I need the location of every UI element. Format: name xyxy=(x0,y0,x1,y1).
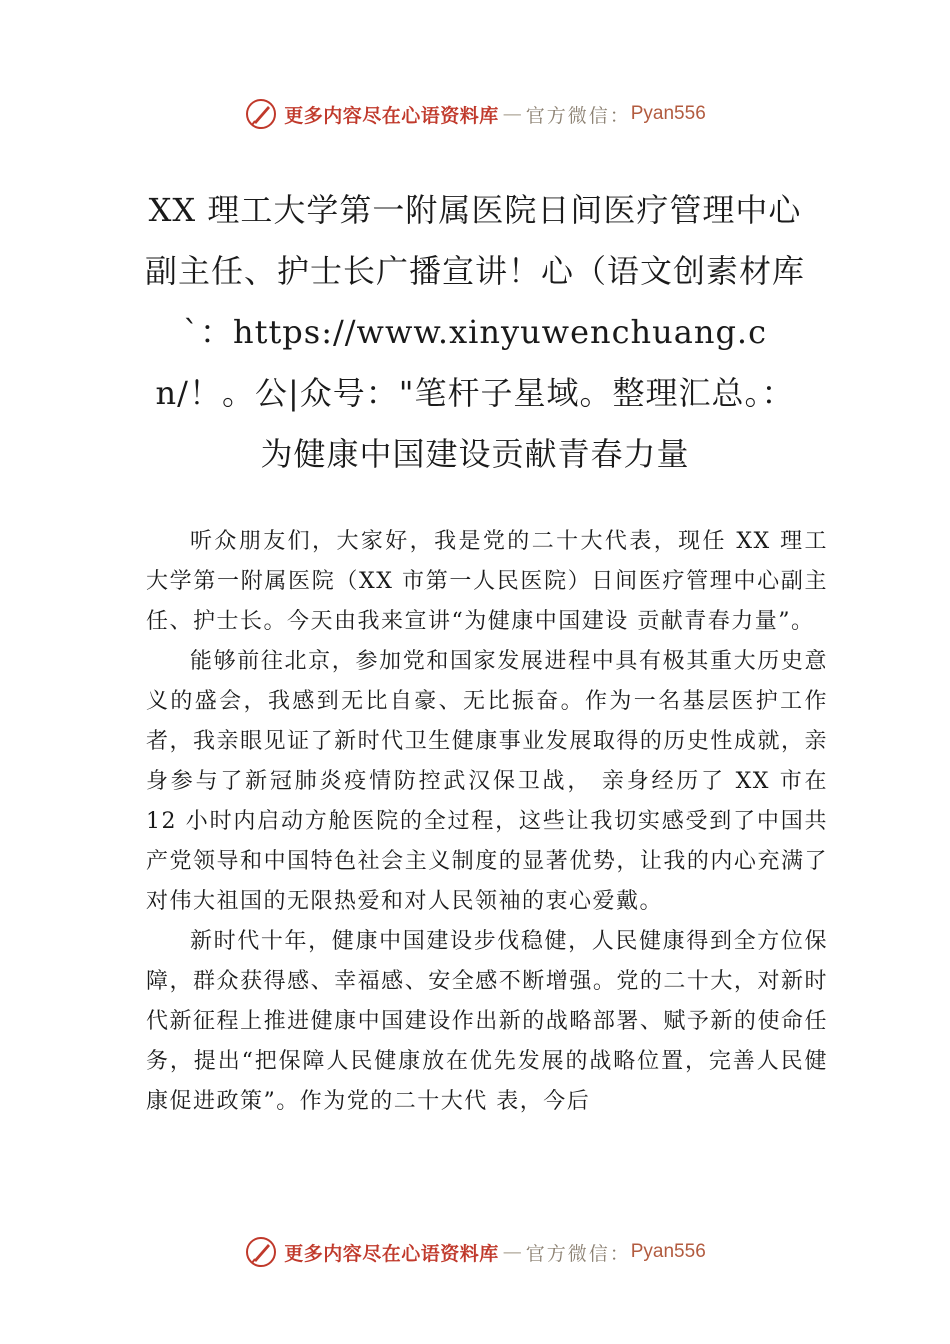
banner-text: 更多内容尽在心语资料库 xyxy=(284,104,499,127)
document-title: XX 理工大学第一附属医院日间医疗管理中心副主任、护士长广播宣讲！心（语文创素材库`：https://www.xinyuwenchuang.cn/！。公|众号："笔杆子星域。整理汇总。：为健康中国建设贡献青春力量 xyxy=(144,191,805,473)
document-body xyxy=(146,522,828,1122)
banner-wechat-label: 官方微信： xyxy=(525,104,631,127)
header-banner xyxy=(0,94,950,134)
banner-dash: — xyxy=(502,103,522,125)
footer-banner xyxy=(0,1232,950,1272)
paragraph: 听众朋友们，大家好，我是党的二十大代表，现任 XX 理工大学第一附属医院（XX 市第一人民医院）日间医疗管理中心副主任、护士长。今天由我来宣讲“为健康中国建设 贡献青春力量”。 xyxy=(146,529,828,634)
paragraph: 新时代十年，健康中国建设步伐稳健，人民健康得到全方位保障，群众获得感、幸福感、安全感不断增强。党的二十大，对新时代新征程上推进健康中国建设作出新的战略部署、赋予新的使命任务，提出“把保障人民健康放在优先发展的战略位置，完善人民健康促进政策”。作为党的二十大代 表，今后 xyxy=(146,929,828,1114)
banner-text: 更多内容尽在心语资料库 xyxy=(284,1242,499,1265)
banner-wechat-id: Pyan556 xyxy=(630,103,706,124)
banner-wechat-label: 官方微信： xyxy=(525,1242,631,1265)
banner-wechat-id: Pyan556 xyxy=(630,1241,706,1262)
quill-logo-icon xyxy=(244,97,278,131)
quill-logo-icon xyxy=(244,1235,278,1269)
paragraph: 能够前往北京，参加党和国家发展进程中具有极其重大历史意义的盛会，我感到无比自豪、无比振奋。作为一名基层医护工作者，我亲眼见证了新时代卫生健康事业发展取得的历史性成就，亲身参与了新冠肺炎疫情防控武汉保卫战， 亲身经历了 XX 市在 12 小时内启动方舱医院的全过程，这些让我切实感受到了中国共产党领导和中国特色社会主义制度的显著优势，让我的内心充满了对伟大祖国的无限热爱和对人民领袖的衷心爱戴。 xyxy=(146,649,828,914)
banner-dash: — xyxy=(502,1241,522,1263)
